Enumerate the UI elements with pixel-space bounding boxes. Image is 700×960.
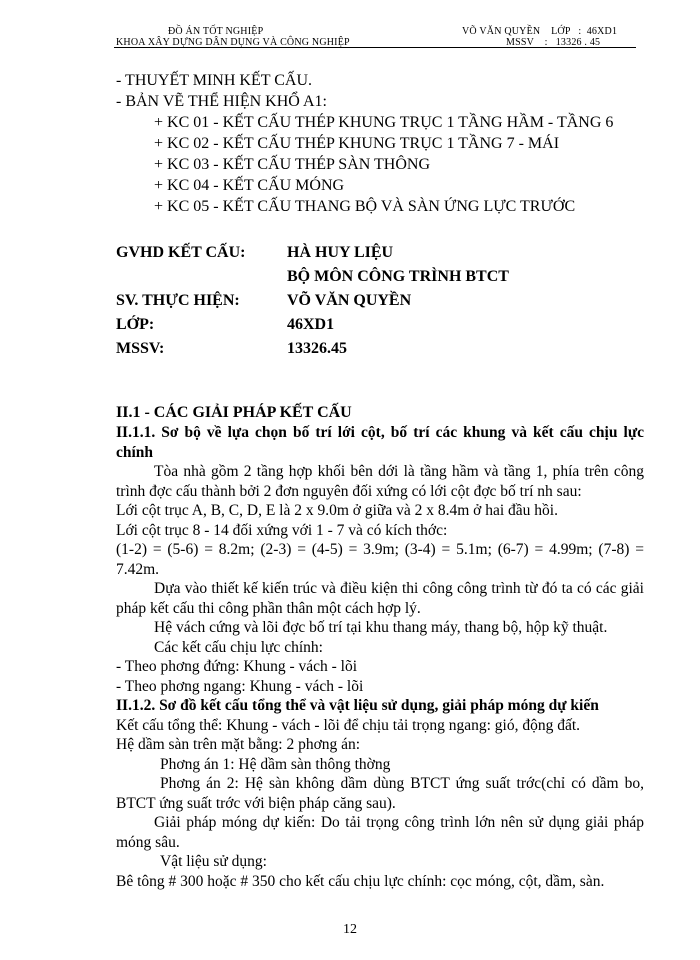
info-value: HÀ HUY LIỆU	[287, 244, 394, 261]
list-item-kc05: + KC 05 - KẾT CẤU THANG BỘ VÀ SÀN ỨNG LỰC TRƯỚC	[154, 198, 576, 215]
paragraph: Tòa nhà gồm 2 tầng hợp khối bên dới là tầng hầm và tầng 1, phía trên công trình đợc cấu thành bởi 2 đơn nguyên đối xứng có lới cột đợc bố trí nh sau:	[116, 463, 644, 500]
paragraph: Lới cột trục 8 - 14 đối xứng với 1 - 7 và có kích thớc:	[116, 521, 448, 539]
paragraph: Kết cấu tổng thể: Khung - vách - lõi để chịu tải trọng ngang: gió, động đất.	[116, 716, 581, 734]
info-row-bo-mon	[116, 265, 644, 289]
paragraph: Bê tông # 300 hoặc # 350 cho kết cấu chịu lực chính: cọc móng, cột, dầm, sàn.	[116, 872, 605, 890]
info-row-sv	[116, 289, 644, 313]
list-item-thuyet-minh: - THUYẾT MINH KẾT CẤU.	[116, 72, 312, 89]
header-mssv: MSSV : 13326 . 45	[506, 37, 601, 48]
paragraph: - Theo phơng đứng: Khung - vách - lõi	[116, 658, 358, 675]
info-row-mssv	[116, 337, 644, 361]
paragraph: Phơng án 2: Hệ sàn không dầm dùng BTCT ứng suất trớc(chỉ có dầm bo, BTCT ứng suất trớc với biện pháp căng sau).	[116, 775, 644, 812]
paragraph: Giải pháp móng dự kiến: Do tải trọng công trình lớn nên sử dụng giải pháp móng sâu.	[116, 814, 644, 851]
page-body	[116, 70, 644, 891]
header-left	[116, 26, 350, 48]
info-value: 46XD1	[287, 316, 335, 333]
paragraph: - Theo phơng ngang: Khung - vách - lõi	[116, 677, 364, 695]
info-value: VÕ VĂN QUYỀN	[287, 292, 412, 309]
paragraph: Phơng án 1: Hệ dầm sàn thông thờng	[160, 755, 391, 773]
header-doc-title: ĐỒ ÁN TỐT NGHIỆP	[168, 26, 264, 37]
info-label: GVHD KẾT CẤU:	[116, 244, 246, 261]
subsection-title-2: II.1.2. Sơ đồ kết cấu tổng thể và vật liệu sử dụng, giải pháp móng dự kiến	[116, 697, 599, 714]
list-item-kc01: + KC 01 - KẾT CẤU THÉP KHUNG TRỤC 1 TẦNG HẦM - TẦNG 6	[154, 114, 614, 131]
info-row-lop	[116, 313, 644, 337]
paragraph: Dựa vào thiết kế kiến trúc và điều kiện thi công công trình từ đó ta có các giải pháp kết cấu thi công phần thân một cách hợp lý.	[116, 580, 644, 617]
info-label: SV. THỰC HIỆN:	[116, 292, 240, 309]
info-label	[116, 265, 287, 289]
list-item-kc02: + KC 02 - KẾT CẤU THÉP KHUNG TRỤC 1 TẦNG 7 - MÁI	[154, 135, 560, 152]
list-item-kc03: + KC 03 - KẾT CẤU THÉP SÀN THÔNG	[154, 156, 430, 173]
header-right	[462, 26, 617, 48]
info-label: MSSV:	[116, 340, 165, 357]
paragraph: Các kết cấu chịu lực chính:	[154, 638, 323, 656]
header-student: VÕ VĂN QUYỀN LỚP : 46XD1	[462, 26, 618, 37]
section-title: II.1 - CÁC GIẢI PHÁP KẾT CẤU	[116, 404, 352, 421]
info-value: 13326.45	[287, 340, 347, 357]
info-value: BỘ MÔN CÔNG TRÌNH BTCT	[287, 268, 509, 285]
header-rule	[114, 47, 636, 48]
paragraph: (1-2) = (5-6) = 8.2m; (2-3) = (4-5) = 3.9m; (3-4) = 5.1m; (6-7) = 4.99m; (7-8) = 7.42m.	[116, 541, 644, 578]
paragraph: Hệ dầm sàn trên mặt bằng: 2 phơng án:	[116, 736, 361, 753]
info-row-gvhd	[116, 241, 644, 265]
subsection-title-1: II.1.1. Sơ bộ về lựa chọn bố trí lới cột, bố trí các khung và kết cấu chịu lực chính	[116, 424, 644, 461]
list-item-ban-ve: - BẢN VẼ THỂ HIỆN KHỔ A1:	[116, 93, 327, 110]
paragraph: Lới cột trục A, B, C, D, E là 2 x 9.0m ở giữa và 2 x 8.4m ở hai đầu hồi.	[116, 502, 558, 519]
info-label: LỚP:	[116, 316, 155, 333]
header-faculty: KHOA XÂY DỰNG DÂN DỤNG VÀ CÔNG NGHIỆP	[116, 37, 350, 48]
paragraph: Hệ vách cứng và lõi đợc bố trí tại khu thang máy, thang bộ, hộp kỹ thuật.	[154, 619, 608, 636]
list-item-kc04: + KC 04 - KẾT CẤU MÓNG	[154, 177, 345, 194]
paragraph: Vật liệu sử dụng:	[160, 853, 267, 870]
page-number: 12	[343, 922, 357, 937]
